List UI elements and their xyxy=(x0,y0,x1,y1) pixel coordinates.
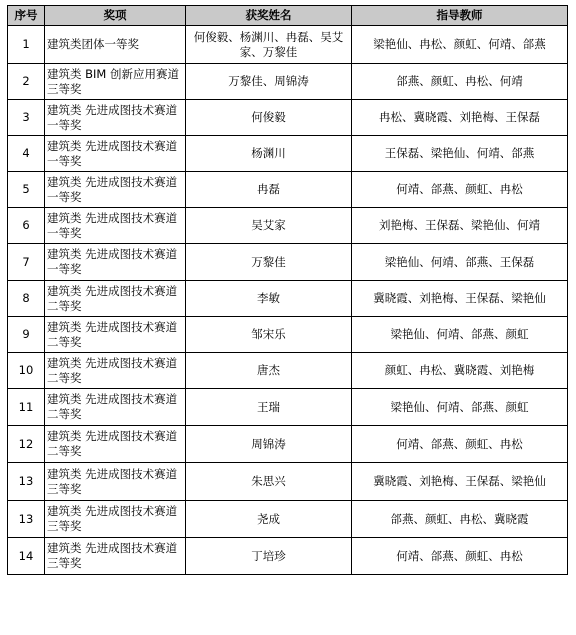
cell-award: 建筑类团体一等奖 xyxy=(45,26,186,64)
cell-award: 建筑类 先进成图技术赛道 三等奖 xyxy=(45,463,186,501)
cell-award: 建筑类 先进成图技术赛道 一等奖 xyxy=(45,208,186,244)
table-row xyxy=(8,317,568,353)
cell-winners: 吴艾家 xyxy=(186,208,352,244)
table-row xyxy=(8,64,568,100)
cell-teachers: 冀晓霞、刘艳梅、王保磊、梁艳仙 xyxy=(352,281,568,317)
cell-teachers: 颜虹、冉松、冀晓霞、刘艳梅 xyxy=(352,353,568,389)
cell-winners: 冉磊 xyxy=(186,172,352,208)
cell-no: 13 xyxy=(8,463,45,501)
header-winners: 获奖姓名 xyxy=(186,6,352,26)
cell-winners: 朱思兴 xyxy=(186,463,352,501)
cell-award: 建筑类 先进成图技术赛道 二等奖 xyxy=(45,353,186,389)
cell-winners: 王瑞 xyxy=(186,389,352,426)
cell-award: 建筑类 先进成图技术赛道 一等奖 xyxy=(45,100,186,136)
cell-award: 建筑类 先进成图技术赛道 一等奖 xyxy=(45,172,186,208)
cell-award: 建筑类 先进成图技术赛道 三等奖 xyxy=(45,538,186,575)
cell-winners: 万黎佳 xyxy=(186,244,352,281)
cell-winners: 唐杰 xyxy=(186,353,352,389)
awards-table xyxy=(7,5,568,575)
cell-award: 建筑类 先进成图技术赛道 二等奖 xyxy=(45,281,186,317)
cell-teachers: 梁艳仙、何靖、郃燕、王保磊 xyxy=(352,244,568,281)
table-row xyxy=(8,501,568,538)
cell-award: 建筑类 先进成图技术赛道 三等奖 xyxy=(45,501,186,538)
cell-winners: 周锦涛 xyxy=(186,426,352,463)
cell-award: 建筑类 先进成图技术赛道 一等奖 xyxy=(45,244,186,281)
table-row xyxy=(8,281,568,317)
header-teachers: 指导教师 xyxy=(352,6,568,26)
cell-no: 12 xyxy=(8,426,45,463)
cell-teachers: 冉松、冀晓霞、刘艳梅、王保磊 xyxy=(352,100,568,136)
cell-no: 13 xyxy=(8,501,45,538)
table-row xyxy=(8,26,568,64)
cell-teachers: 冀晓霞、刘艳梅、王保磊、梁艳仙 xyxy=(352,463,568,501)
cell-teachers: 郃燕、颜虹、冉松、冀晓霞 xyxy=(352,501,568,538)
cell-winners: 丁培珍 xyxy=(186,538,352,575)
table-row xyxy=(8,136,568,172)
cell-winners: 邹宋乐 xyxy=(186,317,352,353)
cell-no: 7 xyxy=(8,244,45,281)
table-row xyxy=(8,463,568,501)
cell-no: 4 xyxy=(8,136,45,172)
cell-teachers: 王保磊、梁艳仙、何靖、郃燕 xyxy=(352,136,568,172)
cell-teachers: 郃燕、颜虹、冉松、何靖 xyxy=(352,64,568,100)
header-no: 序号 xyxy=(8,6,45,26)
table-row xyxy=(8,353,568,389)
cell-teachers: 梁艳仙、何靖、郃燕、颜虹 xyxy=(352,317,568,353)
cell-award: 建筑类 先进成图技术赛道 二等奖 xyxy=(45,426,186,463)
cell-no: 8 xyxy=(8,281,45,317)
table-row xyxy=(8,538,568,575)
table-row xyxy=(8,389,568,426)
cell-award: 建筑类 BIM 创新应用赛道 三等奖 xyxy=(45,64,186,100)
cell-winners: 杨渊川 xyxy=(186,136,352,172)
cell-teachers: 何靖、郃燕、颜虹、冉松 xyxy=(352,426,568,463)
table-row xyxy=(8,244,568,281)
table-row xyxy=(8,172,568,208)
cell-award: 建筑类 先进成图技术赛道 二等奖 xyxy=(45,389,186,426)
cell-no: 10 xyxy=(8,353,45,389)
cell-teachers: 何靖、郃燕、颜虹、冉松 xyxy=(352,538,568,575)
cell-no: 11 xyxy=(8,389,45,426)
cell-award: 建筑类 先进成图技术赛道 二等奖 xyxy=(45,317,186,353)
cell-teachers: 刘艳梅、王保磊、梁艳仙、何靖 xyxy=(352,208,568,244)
cell-winners: 李敏 xyxy=(186,281,352,317)
cell-no: 1 xyxy=(8,26,45,64)
header-row xyxy=(8,6,568,26)
table-row xyxy=(8,208,568,244)
header-award: 奖项 xyxy=(45,6,186,26)
table-row xyxy=(8,100,568,136)
cell-no: 5 xyxy=(8,172,45,208)
cell-no: 3 xyxy=(8,100,45,136)
cell-no: 2 xyxy=(8,64,45,100)
cell-award: 建筑类 先进成图技术赛道 一等奖 xyxy=(45,136,186,172)
cell-winners: 尧成 xyxy=(186,501,352,538)
cell-no: 14 xyxy=(8,538,45,575)
table-row xyxy=(8,426,568,463)
cell-teachers: 梁艳仙、冉松、颜虹、何靖、郃燕 xyxy=(352,26,568,64)
cell-winners: 何俊毅 xyxy=(186,100,352,136)
cell-winners: 万黎佳、周锦涛 xyxy=(186,64,352,100)
cell-teachers: 梁艳仙、何靖、郃燕、颜虹 xyxy=(352,389,568,426)
cell-no: 9 xyxy=(8,317,45,353)
cell-teachers: 何靖、郃燕、颜虹、冉松 xyxy=(352,172,568,208)
cell-no: 6 xyxy=(8,208,45,244)
cell-winners: 何俊毅、杨渊川、冉磊、吴艾家、万黎佳 xyxy=(186,26,352,64)
